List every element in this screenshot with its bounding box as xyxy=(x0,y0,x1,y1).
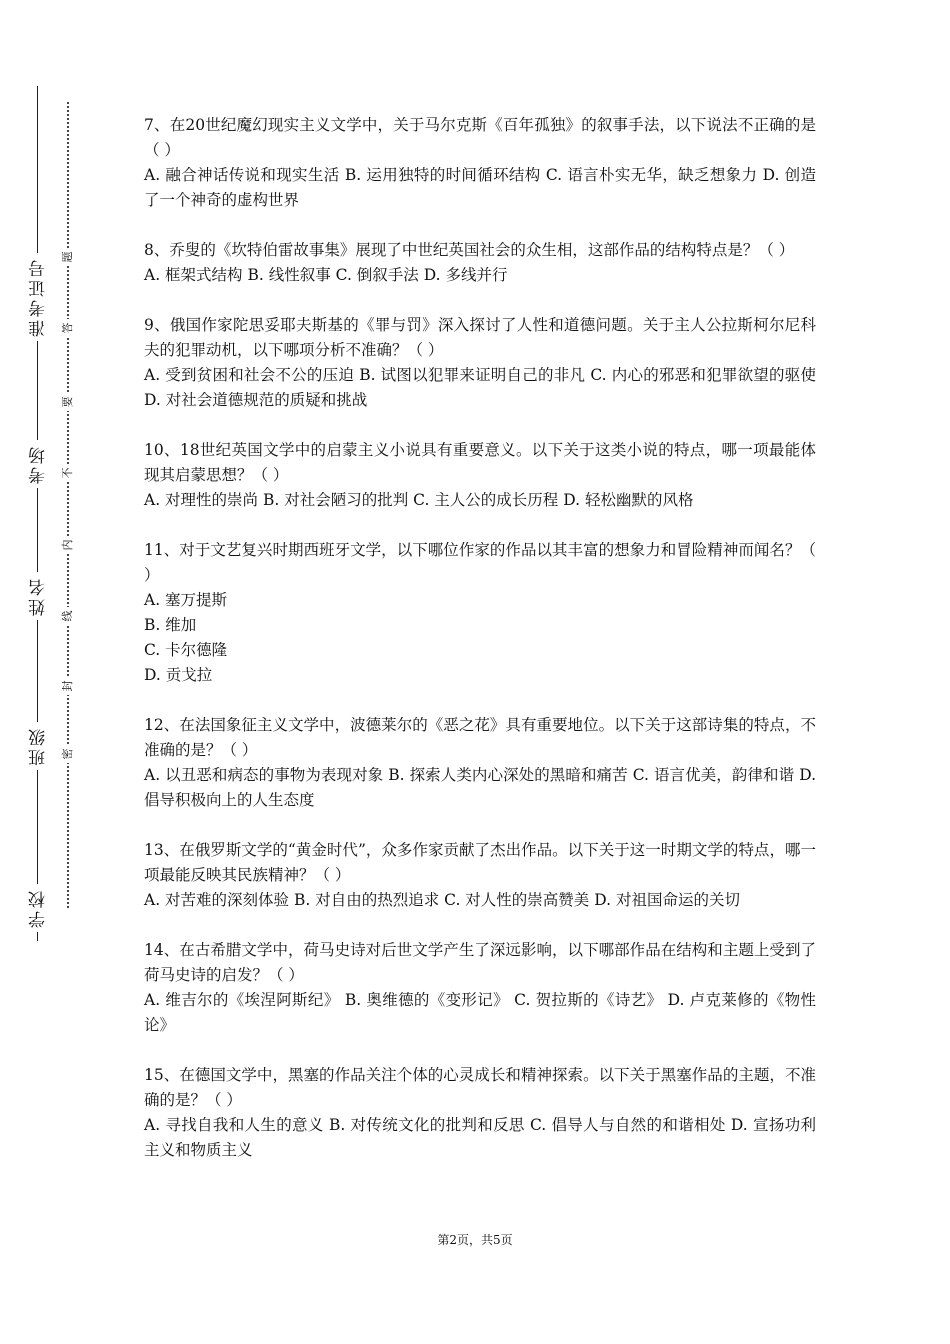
question-text: 15、在德国文学中，黑塞的作品关注个体的心灵成长和精神探索。以下关于黑塞作品的主题，不准确的是？（ ） xyxy=(144,1066,816,1109)
seal-char: 内 xyxy=(58,536,78,554)
seal-char: 不 xyxy=(58,464,78,482)
question-7 xyxy=(144,113,816,213)
question-8 xyxy=(144,238,816,288)
option-c: C. 卡尔德隆 xyxy=(144,641,228,659)
question-list xyxy=(144,113,816,1188)
field-name: 姓名 xyxy=(24,572,54,620)
question-options: A. 维吉尔的《埃涅阿斯纪》 B. 奥维德的《变形记》 C. 贺拉斯的《诗艺》 D. 卢克莱修的《物性论》 xyxy=(144,991,816,1034)
question-text: 12、在法国象征主义文学中，波德莱尔的《恶之花》具有重要地位。以下关于这部诗集的特点，不准确的是？（ ） xyxy=(144,716,816,759)
question-text: 9、俄国作家陀思妥耶夫斯基的《罪与罚》深入探讨了人性和道德问题。关于主人公拉斯柯尔尼科夫的犯罪动机，以下哪项分析不准确？（ ） xyxy=(144,316,816,359)
question-text: 13、在俄罗斯文学的“黄金时代”，众多作家贡献了杰出作品。以下关于这一时期文学的特点，哪一项最能反映其民族精神？（ ） xyxy=(144,841,816,884)
question-options: A. 寻找自我和人生的意义 B. 对传统文化的批判和反思 C. 倡导人与自然的和谐相处 D. 宣扬功利主义和物质主义 xyxy=(144,1116,816,1159)
field-school: 学校 xyxy=(24,884,54,932)
question-12 xyxy=(144,713,816,813)
question-text: 10、18世纪英国文学中的启蒙主义小说具有重要意义。以下关于这类小说的特点，哪一项最能体现其启蒙思想？（ ） xyxy=(144,441,816,484)
page-number: 第2页，共5页 xyxy=(437,1233,513,1247)
question-9 xyxy=(144,313,816,413)
seal-char: 封 xyxy=(58,677,78,695)
seal-char: 线 xyxy=(58,607,78,625)
option-a: A. 塞万提斯 xyxy=(144,591,228,609)
question-options: A. 框架式结构 B. 线性叙事 C. 倒叙手法 D. 多线并行 xyxy=(144,266,508,284)
question-14 xyxy=(144,938,816,1038)
question-text: 14、在古希腊文学中，荷马史诗对后世文学产生了深远影响，以下哪部作品在结构和主题上受到了荷马史诗的启发？（ ） xyxy=(144,941,816,984)
question-text: 11、对于文艺复兴时期西班牙文学，以下哪位作家的作品以其丰富的想象力和冒险精神而闻名？（ ） xyxy=(144,541,816,584)
question-options: A. 对苦难的深刻体验 B. 对自由的热烈追求 C. 对人性的崇高赞美 D. 对祖国命运的关切 xyxy=(144,891,740,909)
question-10 xyxy=(144,438,816,513)
binding-solid-line xyxy=(37,86,38,941)
seal-dotted-line xyxy=(67,102,69,908)
option-b: B. 维加 xyxy=(144,616,197,634)
field-exam-number: 准考证号 xyxy=(24,253,54,341)
field-exam-room: 考场 xyxy=(24,440,54,488)
question-options: A. 对理性的崇尚 B. 对社会陋习的批判 C. 主人公的成长历程 D. 轻松幽默的风格 xyxy=(144,491,694,509)
question-15 xyxy=(144,1063,816,1163)
seal-char: 密 xyxy=(58,745,78,763)
binding-margin xyxy=(0,0,110,1344)
question-options: A. 以丑恶和病态的事物为表现对象 B. 探索人类内心深处的黑暗和痛苦 C. 语言优美，韵律和谐 D. 倡导积极向上的人生态度 xyxy=(144,766,816,809)
option-d: D. 贡戈拉 xyxy=(144,666,213,684)
field-class: 班级 xyxy=(24,722,54,770)
question-13 xyxy=(144,838,816,913)
question-11 xyxy=(144,538,816,688)
question-text: 8、乔叟的《坎特伯雷故事集》展现了中世纪英国社会的众生相，这部作品的结构特点是？（ ） xyxy=(144,241,795,259)
question-text: 7、在20世纪魔幻现实主义文学中，关于马尔克斯《百年孤独》的叙事手法，以下说法不正确的是（ ） xyxy=(144,116,816,159)
question-options: A. 融合神话传说和现实生活 B. 运用独特的时间循环结构 C. 语言朴实无华，缺乏想象力 D. 创造了一个神奇的虚构世界 xyxy=(144,166,816,209)
seal-char: 题 xyxy=(58,248,78,266)
seal-char: 答 xyxy=(58,319,78,337)
question-options: A. 受到贫困和社会不公的压迫 B. 试图以犯罪来证明自己的非凡 C. 内心的邪恶和犯罪欲望的驱使 D. 对社会道德规范的质疑和挑战 xyxy=(144,366,816,409)
seal-char: 要 xyxy=(58,393,78,411)
